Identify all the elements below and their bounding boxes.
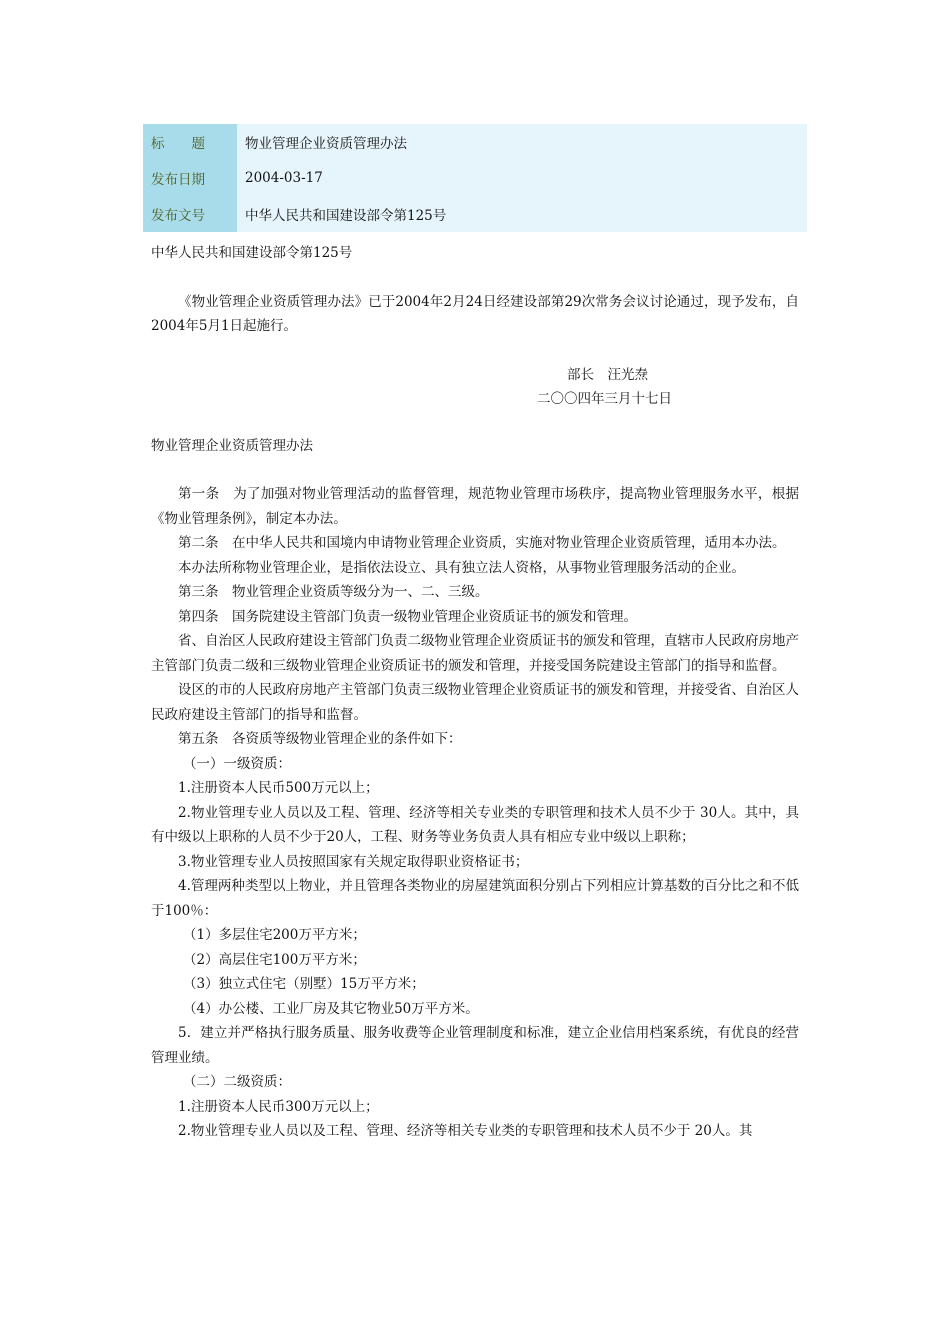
law-title: 物业管理企业资质管理办法 [151,437,313,454]
article-paragraph: 第二条 在中华人民共和国境内申请物业管理企业资质，实施对物业管理企业资质管理，适用本办法。 [178,535,786,551]
grade1-item: 1.注册资本人民币500万元以上； [178,780,379,796]
grade2-item: 1.注册资本人民币300万元以上； [178,1098,379,1115]
info-row-title [143,124,807,160]
grade2-heading: （二）二级资质： [183,1074,291,1090]
grade1-item: 4.管理两种类型以上物业，并且管理各类物业的房屋建筑面积分别占下列相应计算基数的百分比之和不低于100％： [151,878,799,919]
grade1-item5: 5．建立并严格执行服务质量、服务收费等企业管理制度和标准，建立企业信用档案系统，有优良的经营管理业绩。 [151,1025,799,1066]
minister-signature: 部长 汪光焘 [567,366,648,383]
title-label: 标 题 [143,124,237,160]
order-heading: 中华人民共和国建设部令第125号 [151,245,353,261]
grade1-heading: （一）一级资质： [183,755,291,772]
grade1-subitem: （3）独立式住宅（别墅）15万平方米； [183,976,425,992]
grade1-subitem: （2）高层住宅100万平方米； [183,951,366,968]
docno-value: 中华人民共和国建设部令第125号 [237,196,807,232]
signature-date: 二〇〇四年三月十七日 [537,391,672,407]
grade1-subitem: （1）多层住宅200万平方米； [183,927,366,943]
grade2-item: 2.物业管理专业人员以及工程、管理、经济等相关专业类的专职管理和技术人员不少于 20人。其 [178,1123,753,1139]
article-paragraph: 省、自治区人民政府建设主管部门负责二级物业管理企业资质证书的颁发和管理，直辖市人民政府房地产主管部门负责二级和三级物业管理企业资质证书的颁发和管理，并接受国务院建设主管部门的指导和监督。 [151,633,799,674]
document-body [151,236,799,1144]
date-label: 发布日期 [143,160,237,196]
article-paragraph: 第五条 各资质等级物业管理企业的条件如下： [178,731,462,747]
info-table [143,124,807,232]
title-value: 物业管理企业资质管理办法 [237,124,807,160]
grade1-item: 2.物业管理专业人员以及工程、管理、经济等相关专业类的专职管理和技术人员不少于 30人。其中，具有中级以上职称的人员不少于20人，工程、财务等业务负责人具有相应专业中级以上职称； [151,804,799,845]
article-paragraph: 本办法所称物业管理企业，是指依法设立、具有独立法人资格，从事物业管理服务活动的企业。 [178,559,745,576]
article-paragraph: 第三条 物业管理企业资质等级分为一、二、三级。 [178,584,489,600]
article-paragraph: 第一条 为了加强对物业管理活动的监督管理，规范物业管理市场秩序，提高物业管理服务水平，根据《物业管理条例》，制定本办法。 [151,486,799,527]
article-paragraph: 第四条 国务院建设主管部门负责一级物业管理企业资质证书的颁发和管理。 [178,608,637,625]
docno-label: 发布文号 [143,196,237,232]
info-row-date [143,160,807,196]
grade1-item: 3.物业管理专业人员按照国家有关规定取得职业资格证书； [178,853,529,870]
date-value: 2004-03-17 [237,160,807,196]
grade1-subitem: （4）办公楼、工业厂房及其它物业50万平方米。 [183,1000,479,1017]
info-row-docno [143,196,807,232]
articles [151,482,799,1144]
order-text: 《物业管理企业资质管理办法》已于2004年2月24日经建设部第29次常务会议讨论通过，现予发布，自2004年5月1日起施行。 [151,293,799,334]
article-paragraph: 设区的市的人民政府房地产主管部门负责三级物业管理企业资质证书的颁发和管理，并接受省、自治区人民政府建设主管部门的指导和监督。 [151,682,799,723]
